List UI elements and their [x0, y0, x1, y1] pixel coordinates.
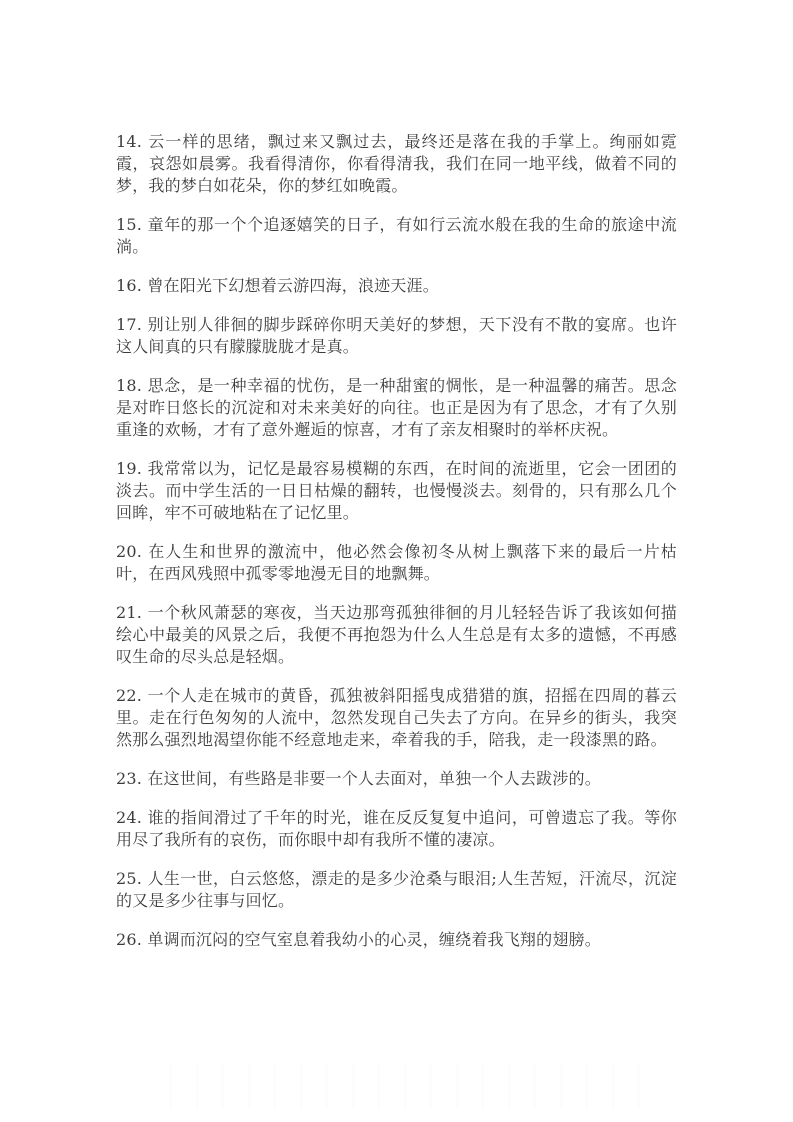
paragraph-23: 23. 在这世间，有些路是非要一个人去面对，单独一个人去跋涉的。	[116, 769, 601, 788]
paragraph-20: 20. 在人生和世界的激流中，他必然会像初冬从树上飘落下来的最后一片枯叶，在西风残照中孤零零地漫无目的地飘舞。	[116, 542, 677, 583]
paragraph-18: 18. 思念，是一种幸福的忧伤，是一种甜蜜的惆怅，是一种温馨的痛苦。思念是对昨日悠长的沉淀和对未来美好的向往。也正是因为有了思念，才有了久别重逢的欢畅，才有了意外邂逅的惊喜，才有了亲友相聚时的举杯庆祝。	[116, 376, 677, 439]
paragraph-16: 16. 曾在阳光下幻想着云游四海，浪迹天涯。	[116, 276, 439, 295]
paragraph-21: 21. 一个秋风萧瑟的寒夜，当天边那弯孤独徘徊的月儿轻轻告诉了我该如何描绘心中最美的风景之后，我便不再抱怨为什么人生总是有太多的遗憾，不再感叹生命的尽头总是轻烟。	[116, 603, 677, 666]
paragraph-17: 17. 别让别人徘徊的脚步踩碎你明天美好的梦想，天下没有不散的宴席。也许这人间真的只有朦朦胧胧才是真。	[116, 315, 677, 356]
paragraph-26: 26. 单调而沉闷的空气室息着我幼小的心灵，缠绕着我飞翔的翅膀。	[116, 930, 601, 949]
paragraph-25: 25. 人生一世，白云悠悠，漂走的是多少沧桑与眼泪;人生苦短，汗流尽，沉淀的又是多少往事与回忆。	[116, 869, 677, 910]
text-content	[116, 131, 677, 968]
paragraph-24: 24. 谁的指间滑过了千年的时光，谁在反反复复中追问，可曾遗忘了我。等你用尽了我所有的哀伤，而你眼中却有我所不懂的凄凉。	[116, 808, 677, 849]
paragraph-14: 14. 云一样的思绪，飘过来又飘过去，最终还是落在我的手掌上。绚丽如霓霞，哀怨如晨雾。我看得清你，你看得清我，我们在同一地平线，做着不同的梦，我的梦白如花朵，你的梦红如晚霞。	[116, 132, 677, 195]
paragraph-19: 19. 我常常以为，记忆是最容易模糊的东西，在时间的流逝里，它会一团团的淡去。而中学生活的一日日枯燥的翻转，也慢慢淡去。刻骨的，只有那么几个回眸，牢不可破地粘在了记忆里。	[116, 459, 677, 522]
faint-watermark	[170, 1063, 640, 1109]
paragraph-22: 22. 一个人走在城市的黄昏，孤独被斜阳摇曳成猎猎的旗，招摇在四周的暮云里。走在行色匆匆的人流中，忽然发现自己失去了方向。在异乡的街头，我突然那么强烈地渴望你能不经意地走来，牵着我的手，陪我，走一段漆黑的路。	[116, 686, 677, 749]
paragraph-15: 15. 童年的那一个个追逐嬉笑的日子，有如行云流水般在我的生命的旅途中流淌。	[116, 215, 677, 256]
